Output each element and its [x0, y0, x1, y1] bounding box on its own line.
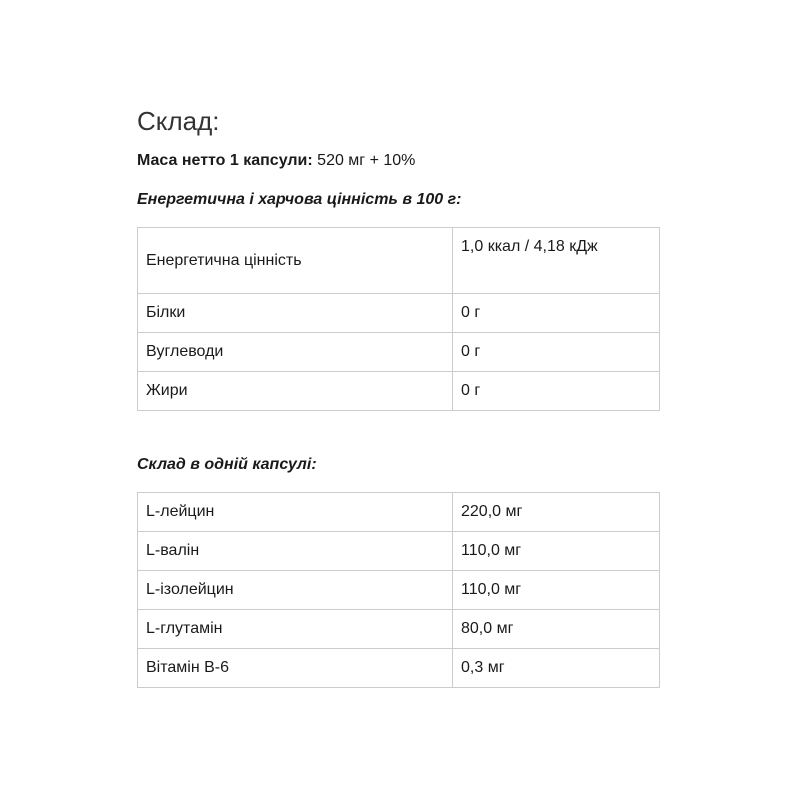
ingredient-name: L-ізолейцин — [138, 571, 453, 610]
nutrient-name: Енергетична цінність — [138, 228, 453, 294]
table-row — [138, 571, 660, 610]
net-mass-line — [137, 152, 415, 170]
table-row — [138, 649, 660, 688]
nutrient-name: Вуглеводи — [138, 333, 453, 372]
table-row — [138, 294, 660, 333]
ingredient-amount: 0,3 мг — [453, 649, 660, 688]
nutrition-title: Енергетична і харчова цінність в 100 г: — [137, 191, 462, 208]
ingredient-name: L-лейцин — [138, 493, 453, 532]
table-row — [138, 228, 660, 294]
table-row — [138, 493, 660, 532]
ingredient-amount: 220,0 мг — [453, 493, 660, 532]
table-row — [138, 372, 660, 411]
page-title: Склад: — [137, 106, 220, 136]
ingredient-name: L-валін — [138, 532, 453, 571]
table-row — [138, 532, 660, 571]
ingredient-amount: 110,0 мг — [453, 532, 660, 571]
nutrient-value: 0 г — [453, 333, 660, 372]
nutrient-value: 0 г — [453, 372, 660, 411]
net-mass-label: Маса нетто 1 капсули: — [137, 152, 313, 169]
table-row — [138, 333, 660, 372]
ingredient-amount: 110,0 мг — [453, 571, 660, 610]
nutrient-name: Білки — [138, 294, 453, 333]
ingredient-amount: 80,0 мг — [453, 610, 660, 649]
nutrition-table — [137, 227, 660, 411]
nutrient-value: 1,0 ккал / 4,18 кДж — [453, 228, 660, 294]
nutrient-name: Жири — [138, 372, 453, 411]
nutrient-value: 0 г — [453, 294, 660, 333]
composition-title: Склад в одній капсулі: — [137, 456, 317, 473]
ingredient-name: L-глутамін — [138, 610, 453, 649]
ingredient-name: Вітамін B-6 — [138, 649, 453, 688]
net-mass-value: 520 мг + 10% — [312, 152, 416, 169]
composition-table — [137, 492, 660, 688]
table-row — [138, 610, 660, 649]
